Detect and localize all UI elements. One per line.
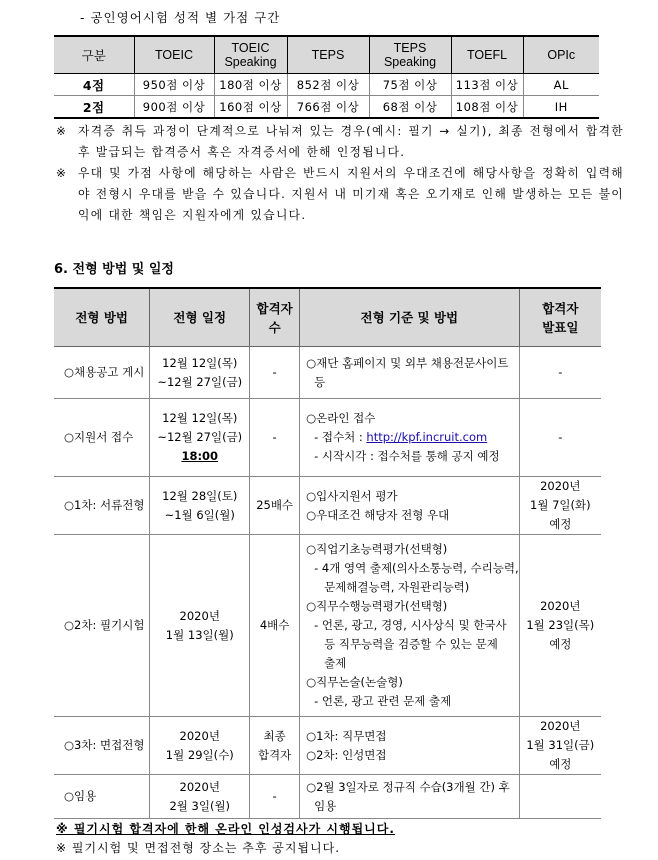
cell-criteria: ○직업기초능력평가(선택형) - 4개 영역 출제(의사소통능력, 수리능력, 문제해결능력, 자원관리능력) ○직무수행능력평가(선택형) - 언론, 광고, 경영, 시사상식 및 한국사 등 직무능력을 검증할 수 있는 문제 출제 ○직무논술(논술형) - 언론, 광고 관련 문제 출제 <box>300 535 520 717</box>
cell-date: 2020년 1월 29일(수) <box>150 717 250 775</box>
col-header-toefl: TOEFL <box>451 36 523 74</box>
score-table <box>54 35 599 119</box>
table-row <box>54 775 601 819</box>
cell-count: 4배수 <box>250 535 300 717</box>
table-row <box>54 535 601 717</box>
table-row <box>54 399 601 477</box>
cell-count: - <box>250 399 300 477</box>
score-section-heading: - 공인영어시험 성적 별 가점 구간 <box>80 10 281 25</box>
note-mark: ※ <box>56 124 68 138</box>
cell-teps-speaking: 68점 이상 <box>369 96 451 119</box>
footnote-personality-test: ※ 필기시험 합격자에 한해 온라인 인성검사가 시행됩니다. <box>56 822 395 836</box>
footnote-venue: ※ 필기시험 및 면접전형 장소는 추후 공지됩니다. <box>56 841 341 855</box>
schedule-header <box>54 288 601 347</box>
cell-step: ○2차: 필기시험 <box>54 535 150 717</box>
col-header-toeic: TOEIC <box>134 36 214 74</box>
cell-toeic: 950점 이상 <box>134 74 214 96</box>
cell-announce: - <box>519 399 601 477</box>
cell-announce: 2020년 1월 23일(목) 예정 <box>519 535 601 717</box>
col-header-teps: TEPS <box>287 36 369 74</box>
cell-date: 12월 12일(목) ~12월 27일(금) 18:00 <box>150 399 250 477</box>
cell-criteria: ○재단 홈페이지 및 외부 채용전문사이트 등 <box>300 347 520 399</box>
cell-opic: AL <box>523 74 599 96</box>
cell-date: 12월 28일(토) ~1월 6일(월) <box>150 477 250 535</box>
table-row <box>54 717 601 775</box>
cell-step: ○지원서 접수 <box>54 399 150 477</box>
col-header-opic: OPIc <box>523 36 599 74</box>
cell-count: 최종 합격자 <box>250 717 300 775</box>
col-header-level: 구분 <box>54 36 134 74</box>
cell-step: ○채용공고 게시 <box>54 347 150 399</box>
cell-teps: 852점 이상 <box>287 74 369 96</box>
header-announce: 합격자 발표일 <box>519 288 601 347</box>
cell-count: - <box>250 775 300 819</box>
header-count: 합격자 수 <box>250 288 300 347</box>
cell-toeic-speaking: 160점 이상 <box>214 96 287 119</box>
cell-toeic-speaking: 180점 이상 <box>214 74 287 96</box>
cell-step: ○1차: 서류전형 <box>54 477 150 535</box>
score-table-header <box>54 36 599 74</box>
cell-announce: - <box>519 347 601 399</box>
header-criteria: 전형 기준 및 방법 <box>300 288 520 347</box>
cell-announce <box>519 775 601 819</box>
cell-toefl: 113점 이상 <box>451 74 523 96</box>
cell-teps: 766점 이상 <box>287 96 369 119</box>
cell-announce: 2020년 1월 31일(금) 예정 <box>519 717 601 775</box>
cell-count: 25배수 <box>250 477 300 535</box>
table-row <box>54 347 601 399</box>
cell-criteria: ○온라인 접수 - 접수처 : http://kpf.incruit.com - 시작시각 : 접수처를 통해 공지 예정 <box>300 399 520 477</box>
cell-teps-speaking: 75점 이상 <box>369 74 451 96</box>
section-title: 6. 전형 방법 및 일정 <box>54 262 174 277</box>
cell-toefl: 108점 이상 <box>451 96 523 119</box>
cell-toeic: 900점 이상 <box>134 96 214 119</box>
cell-criteria: ○2월 3일자로 정규직 수습(3개월 간) 후 임용 <box>300 775 520 819</box>
table-row <box>54 477 601 535</box>
note-mark: ※ <box>56 166 68 180</box>
cell-step: ○임용 <box>54 775 150 819</box>
table-row <box>54 74 599 96</box>
header-date: 전형 일정 <box>150 288 250 347</box>
deadline-time: 18:00 <box>181 449 219 463</box>
table-row <box>54 96 599 119</box>
cell-date: 12월 12일(목) ~12월 27일(금) <box>150 347 250 399</box>
note-text: 우대 및 가점 사항에 해당하는 사람은 반드시 지원서의 우대조건에 해당사항을 정확히 입력해야 전형시 우대를 받을 수 있습니다. 지원서 내 미기재 혹은 오기재로 인해 발생하는 모든 불이익에 대한 책임은 지원자에게 있습니다. <box>78 166 624 222</box>
cell-level: 4점 <box>54 74 134 96</box>
cell-date: 2020년 2월 3일(월) <box>150 775 250 819</box>
cell-date: 2020년 1월 13일(월) <box>150 535 250 717</box>
cell-announce: 2020년 1월 7일(화) 예정 <box>519 477 601 535</box>
application-link[interactable]: http://kpf.incruit.com <box>366 430 488 444</box>
cell-level: 2점 <box>54 96 134 119</box>
cell-step: ○3차: 면접전형 <box>54 717 150 775</box>
cell-opic: IH <box>523 96 599 119</box>
schedule-table <box>54 287 601 819</box>
note-text: 자격증 취득 과정이 단계적으로 나눠져 있는 경우(예시: 필기 → 실기), 최종 전형에서 합격한 후 발급되는 합격증서 혹은 자격증서에 한해 인정됩니다. <box>78 124 624 159</box>
note-preference <box>56 163 624 226</box>
note-certificate <box>56 121 624 163</box>
col-header-toeic-speaking: TOEIC Speaking <box>214 36 287 74</box>
cell-count: - <box>250 347 300 399</box>
cell-criteria: ○1차: 직무면접 ○2차: 인성면접 <box>300 717 520 775</box>
cell-criteria: ○입사지원서 평가 ○우대조건 해당자 전형 우대 <box>300 477 520 535</box>
col-header-teps-speaking: TEPS Speaking <box>369 36 451 74</box>
header-method: 전형 방법 <box>54 288 150 347</box>
